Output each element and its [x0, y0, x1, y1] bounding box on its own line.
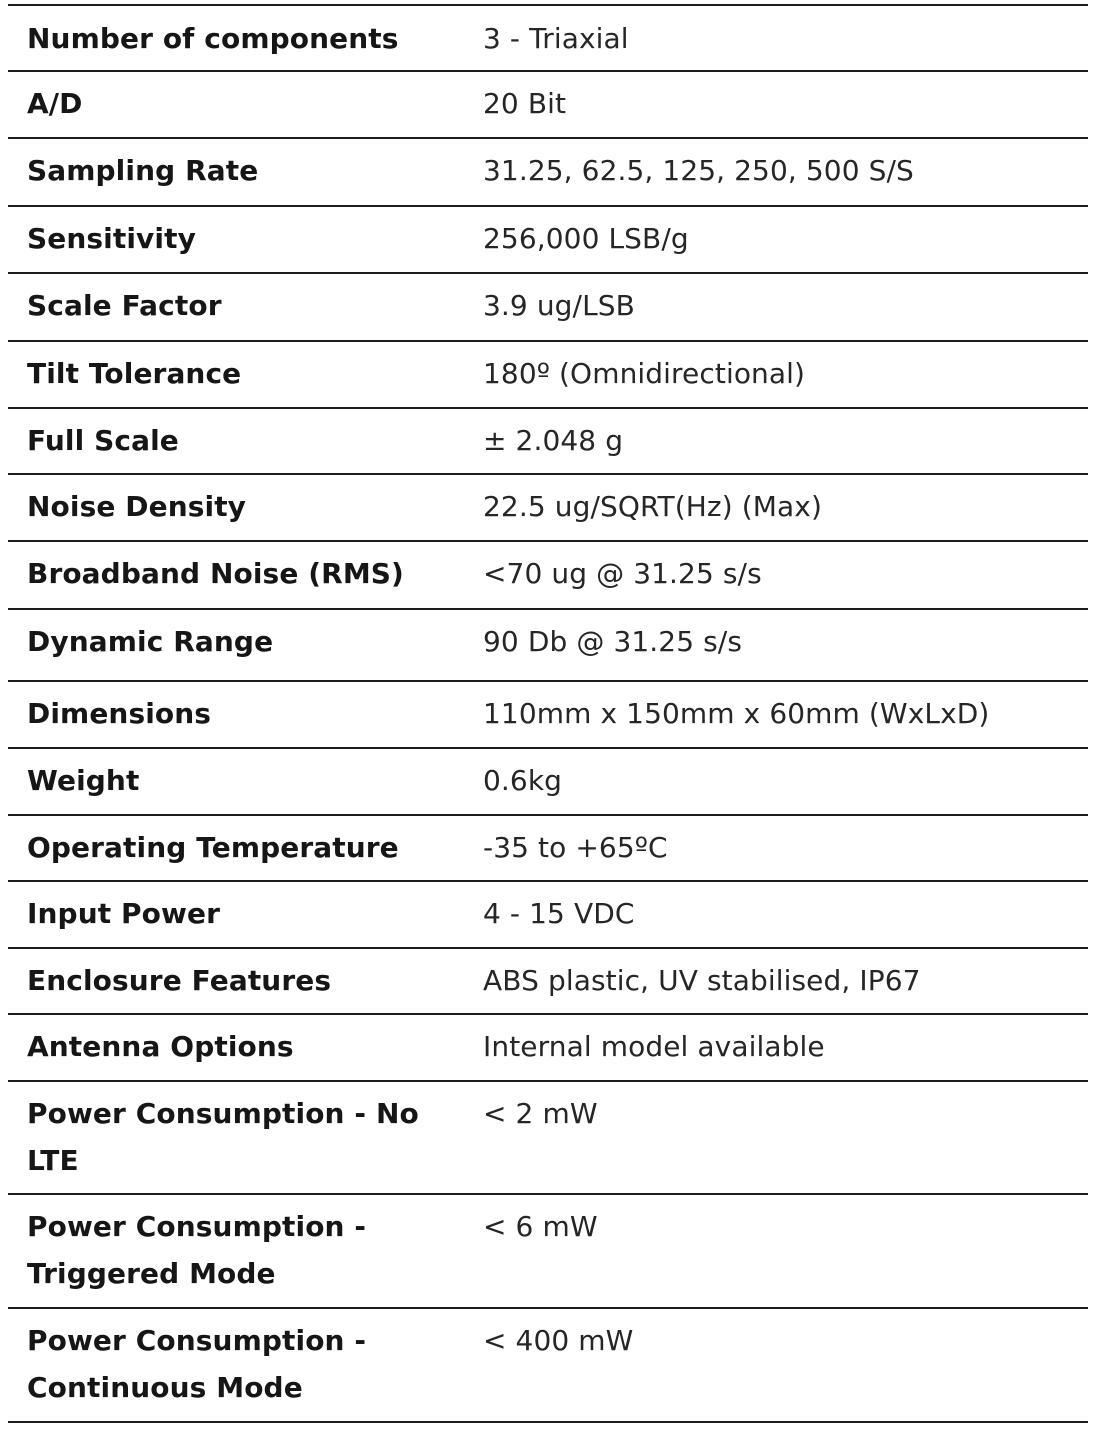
spec-row-sensitivity — [8, 206, 1088, 273]
spec-row-power-continuous — [8, 1308, 1088, 1422]
spec-row-power-triggered — [8, 1194, 1088, 1308]
spec-row-weight — [8, 748, 1088, 815]
spec-value: < 2 mW — [483, 1097, 598, 1130]
spec-row-dimensions — [8, 681, 1088, 748]
spec-label: Tilt Tolerance — [27, 357, 242, 390]
spec-label: Weight — [27, 764, 140, 797]
spec-row-sampling-rate — [8, 138, 1088, 206]
spec-value: 256,000 LSB/g — [483, 222, 689, 255]
spec-label: Noise Density — [27, 490, 247, 523]
spec-row-operating-temperature — [8, 815, 1088, 881]
spec-value: < 400 mW — [483, 1324, 634, 1357]
spec-label: Enclosure Features — [27, 964, 332, 997]
spec-label: Broadband Noise (RMS) — [27, 557, 404, 590]
spec-row-noise-density — [8, 474, 1088, 541]
spec-value: 3 - Triaxial — [483, 22, 629, 55]
spec-label: Power Consumption - Continuous Mode — [27, 1324, 367, 1404]
spec-row-broadband-noise — [8, 541, 1088, 609]
spec-row-power-no-lte — [8, 1081, 1088, 1194]
spec-label: Dynamic Range — [27, 625, 274, 658]
spec-table — [8, 4, 1088, 1423]
spec-label: Sampling Rate — [27, 154, 259, 187]
spec-label: Full Scale — [27, 424, 179, 457]
spec-row-input-power — [8, 881, 1088, 948]
spec-row-scale-factor — [8, 273, 1088, 341]
spec-row-antenna-options — [8, 1014, 1088, 1081]
spec-value: 90 Db @ 31.25 s/s — [483, 625, 743, 658]
spec-value: Internal model available — [483, 1030, 825, 1063]
spec-value: < 6 mW — [483, 1210, 598, 1243]
spec-value: 0.6kg — [483, 764, 563, 797]
spec-value: -35 to +65ºC — [483, 831, 668, 864]
spec-value: 22.5 ug/SQRT(Hz) (Max) — [483, 490, 822, 523]
spec-value: 180º (Omnidirectional) — [483, 357, 806, 390]
spec-label: Input Power — [27, 897, 220, 930]
spec-value: 20 Bit — [483, 87, 567, 120]
spec-value: ± 2.048 g — [483, 424, 624, 457]
spec-row-number-of-components — [8, 5, 1088, 71]
spec-label: Power Consumption - Triggered Mode — [27, 1210, 367, 1290]
spec-value: 31.25, 62.5, 125, 250, 500 S/S — [483, 154, 914, 187]
spec-row-tilt-tolerance — [8, 341, 1088, 408]
spec-label: Scale Factor — [27, 289, 222, 322]
spec-value: 3.9 ug/LSB — [483, 289, 635, 322]
spec-value: <70 ug @ 31.25 s/s — [483, 557, 762, 590]
spec-label: Sensitivity — [27, 222, 196, 255]
spec-row-dynamic-range — [8, 609, 1088, 681]
spec-value: 110mm x 150mm x 60mm (WxLxD) — [483, 697, 990, 730]
spec-label: Operating Temperature — [27, 831, 399, 864]
spec-value: 4 - 15 VDC — [483, 897, 635, 930]
spec-label: Number of components — [27, 22, 399, 55]
spec-row-enclosure-features — [8, 948, 1088, 1014]
spec-value: ABS plastic, UV stabilised, IP67 — [483, 964, 921, 997]
spec-table-body — [8, 5, 1088, 1422]
spec-label: Dimensions — [27, 697, 212, 730]
spec-row-ad — [8, 71, 1088, 138]
spec-row-full-scale — [8, 408, 1088, 474]
spec-label: A/D — [27, 87, 83, 120]
spec-label: Power Consumption - No LTE — [27, 1097, 419, 1177]
spec-label: Antenna Options — [27, 1030, 294, 1063]
